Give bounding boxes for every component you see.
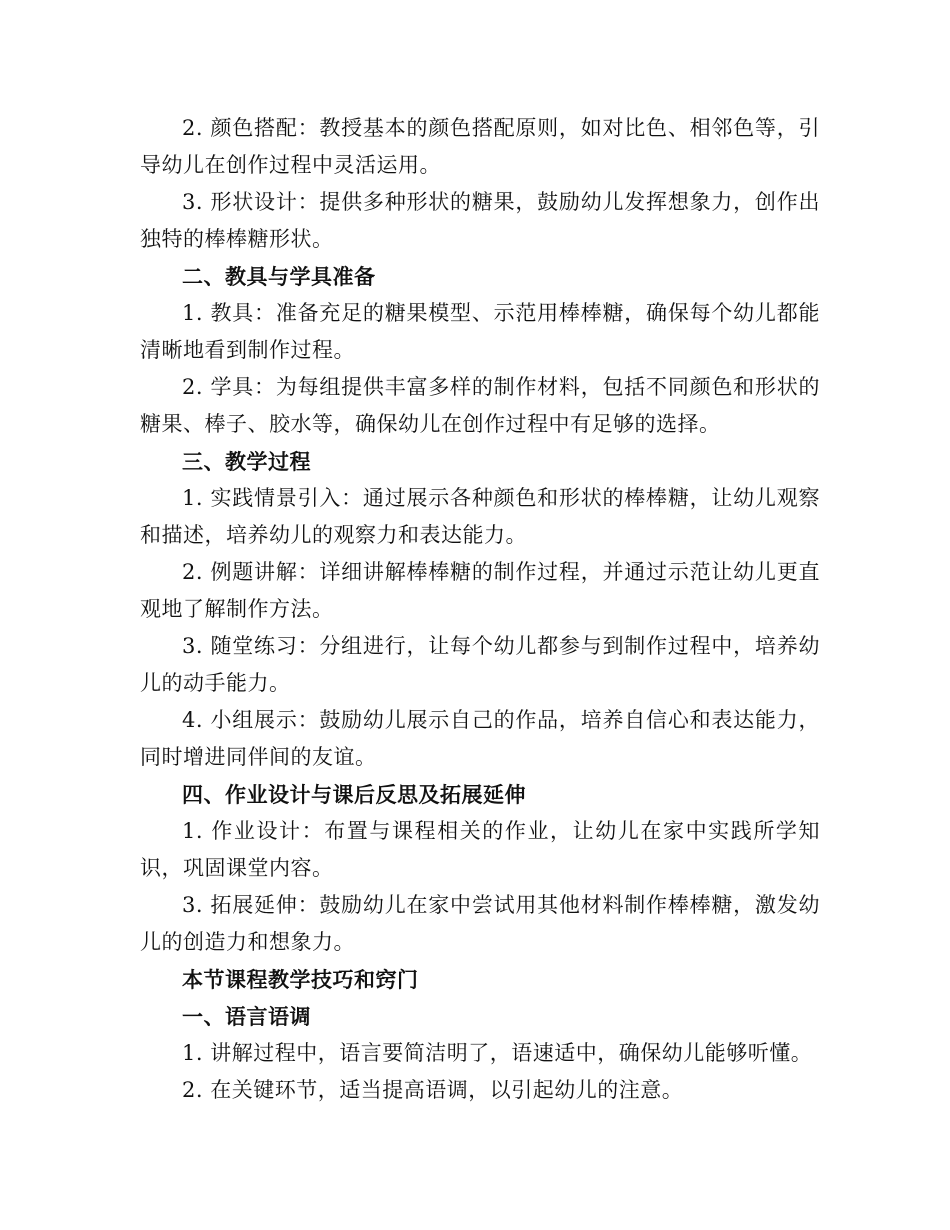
paragraph-color-matching: 2. 颜色搭配：教授基本的颜色搭配原则，如对比色、相邻色等，引导幼儿在创作过程中灵活运用。 — [140, 116, 820, 177]
document-body — [140, 110, 820, 1109]
paragraph-example-explanation: 2. 例题讲解：详细讲解棒棒糖的制作过程，并通过示范让幼儿更直观地了解制作方法。 — [140, 560, 820, 621]
section-heading-language-tone: 一、语言语调 — [182, 1004, 311, 1029]
section-heading-teaching-process: 三、教学过程 — [182, 449, 311, 474]
paragraph-shape-design: 3. 形状设计：提供多种形状的糖果，鼓励幼儿发挥想象力，创作出独特的棒棒糖形状。 — [140, 190, 820, 251]
section-heading-homework: 四、作业设计与课后反思及拓展延伸 — [182, 782, 526, 807]
paragraph-scenario-intro: 1. 实践情景引入：通过展示各种颜色和形状的棒棒糖，让幼儿观察和描述，培养幼儿的观察力和表达能力。 — [140, 486, 820, 547]
paragraph-learning-aids: 2. 学具：为每组提供丰富多样的制作材料，包括不同颜色和形状的糖果、棒子、胶水等，确保幼儿在创作过程中有足够的选择。 — [140, 375, 820, 436]
paragraph-homework-design: 1. 作业设计：布置与课程相关的作业，让幼儿在家中实践所学知识，巩固课堂内容。 — [140, 819, 820, 880]
paragraph-teaching-aids: 1. 教具：准备充足的糖果模型、示范用棒棒糖，确保每个幼儿都能清晰地看到制作过程。 — [140, 301, 820, 362]
section-heading-teaching-tips: 本节课程教学技巧和窍门 — [182, 967, 419, 992]
paragraph-extension: 3. 拓展延伸：鼓励幼儿在家中尝试用其他材料制作棒棒糖，激发幼儿的创造力和想象力。 — [140, 893, 820, 954]
paragraph-raise-tone: 2. 在关键环节，适当提高语调，以引起幼儿的注意。 — [182, 1078, 684, 1102]
paragraph-classroom-practice: 3. 随堂练习：分组进行，让每个幼儿都参与到制作过程中，培养幼儿的动手能力。 — [140, 634, 820, 695]
section-heading-materials: 二、教具与学具准备 — [182, 264, 376, 289]
paragraph-concise-language: 1. 讲解过程中，语言要简洁明了，语速适中，确保幼儿能够听懂。 — [182, 1041, 813, 1065]
paragraph-group-showcase: 4. 小组展示：鼓励幼儿展示自己的作品，培养自信心和表达能力，同时增进同伴间的友谊。 — [140, 708, 820, 769]
